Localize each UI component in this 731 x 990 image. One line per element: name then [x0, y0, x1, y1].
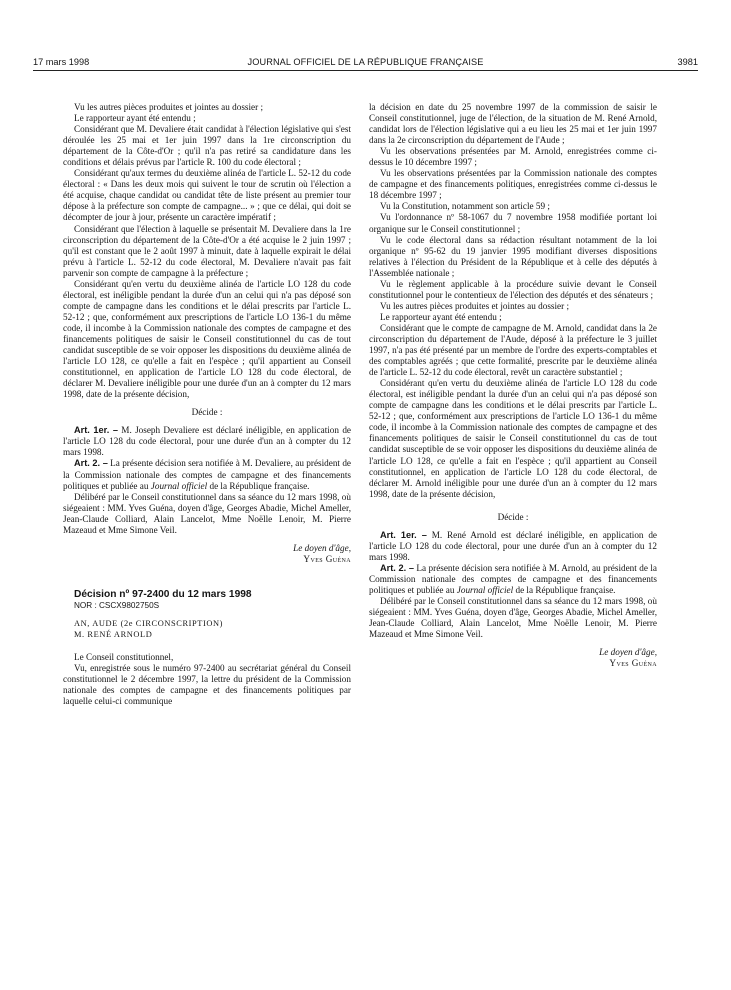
case-candidate: M. RENÉ ARNOLD [74, 630, 153, 640]
paragraph: Le rapporteur ayant été entendu ; [74, 113, 196, 124]
paragraph: Considérant que le compte de campagne de M. Arnold, candidat dans la 2e circonscription du département de l'Aude, déposé à la préfecture le 3 juillet 1997, n'a pas été présenté par un membre de l'ordre des experts-comptables et des comptables agréés ; que cette formalité, prescrite par le deuxième alinéa de l'article L. 52-12 du code électoral, revêt un caractère substantiel ; [369, 322, 657, 378]
deliberation: Délibéré par le Conseil constitutionnel dans sa séance du 12 mars 1998, où siégeaient : MM. Yves Guéna, doyen d'âge, Georges Abadie, Michel Ameller, Jean-Claude Colliard, Alain Lancelot, Mme Noëlle Lenoir, M. Pierre Mazeaud et Mme Simone Veil. [63, 491, 351, 535]
paragraph: Considérant que M. Devaliere était candidat à l'élection législative qui s'est déroulée les 25 mai et 1er juin 1997 dans la 1re circonscription du département de la Côte-d'Or ; qu'il n'a pas retiré sa candidature dans les conditions et délais prévus par l'article R. 100 du code électoral ; [63, 124, 351, 168]
issue-date: 17 mars 1998 [33, 57, 90, 67]
paragraph: Vu les observations présentées par la Commission nationale des comptes de campagne et des financements politiques, enregistrées comme ci-dessus le 18 décembre 1997 ; [369, 168, 657, 201]
signature-name: Yves Guéna [303, 553, 351, 564]
case-constituency: AN, AUDE (2e CIRCONSCRIPTION) [74, 618, 224, 628]
decide-heading: Décide : [191, 407, 223, 418]
paragraph: Vu les observations présentées par M. Arnold, enregistrées comme ci-dessus le 10 décembre 1997 ; [369, 146, 657, 168]
article-text: de la République française. [209, 480, 310, 491]
article-label: Art. 2. – [380, 562, 414, 573]
paragraph: Vu la Constitution, notamment son article 59 ; [380, 201, 550, 212]
article-1 [369, 530, 657, 563]
paragraph: Vu le règlement applicable à la procédure suivie devant le Conseil constitutionnel pour le contentieux de l'élection des députés et des sénateurs ; [369, 278, 657, 300]
signature-role: Le doyen d'âge, [293, 542, 351, 553]
journal-title: JOURNAL OFFICIEL DE LA RÉPUBLIQUE FRANÇAISE [247, 57, 484, 67]
page-number: 3981 [677, 57, 698, 67]
article-label: Art. 1er. – [74, 425, 118, 436]
paragraph: Considérant qu'en vertu du deuxième alinéa de l'article LO 128 du code électoral, est inéligible pendant la durée d'un an celui qui n'a pas déposé son compte de campagne dans les conditions et le délai prescrits par l'article L. 52-12 ; que, conformément aux prescriptions de l'article LO 136-1 du même code, il incombe à la Commission nationale des comptes de campagne et des financements politiques de saisir le Conseil constitutionnel du cas de tout candidat susceptible de se voir opposer les dispositions du deuxième alinéa de l'article LO 128, ce qu'elle a fait en l'espèce ; qu'il appartient au Conseil constitutionnel, en application de l'article LO 128 du code électoral, de déclarer M. Arnold inéligible pour une durée d'un an à compter du 12 mars 1998, date de la présente décision, [369, 378, 657, 499]
article-text: M. René Arnold est déclaré inéligible, en application de l'article LO 128 du code électoral, pour une durée d'un an à compter du 12 mars 1998. [369, 529, 658, 562]
paragraph: Considérant qu'aux termes du deuxième alinéa de l'article L. 52-12 du code électoral : « Dans les deux mois qui suivent le tour de scrutin où l'élection a été acquise, chaque candidat ou candidat tête de liste présent au premier tour dépose à la préfecture son compte de campagne... » ; que ce délai, qui doit se décompter de jour à jour, présente un caractère impératif ; [63, 168, 351, 223]
paragraph: Considérant que l'élection à laquelle se présentait M. Devaliere dans la 1re circonscription du département de la Côte-d'Or a été acquise le 2 juin 1997 ; qu'il est constant que le 2 août 1997 à minuit, date à laquelle expirait le délai prévu à l'article L. 52-12 du code électoral, M. Devaliere n'avait pas fait parvenir son compte de campagne à la préfecture ; [63, 223, 351, 278]
page-header [33, 54, 698, 71]
article-text: M. Joseph Devaliere est déclaré inéligible, en application de l'article LO 128 du code électoral, pour une durée d'un an à compter du 12 mars 1998. [63, 425, 351, 458]
paragraph: Vu, enregistrée sous le numéro 97-2400 au secrétariat général du Conseil constitutionnel le 2 décembre 1997, la lettre du président de la Commission nationale des comptes de campagne et des financements politiques par laquelle celui-ci communique [63, 663, 351, 707]
article-label: Art. 1er. – [380, 529, 427, 540]
signature-name: Yves Guéna [609, 658, 657, 669]
paragraph: Vu les autres pièces produites et jointes au dossier ; [74, 102, 264, 112]
article-text: La présente décision sera notifiée à M. Devaliere, au président de la Commission nationale des comptes de campagne et des financements politiques et publiée au [63, 458, 352, 491]
paragraph: la décision en date du 25 novembre 1997 de la commission de saisir le Conseil constitutionnel, juge de l'élection, de la situation de M. René Arnold, candidat lors de l'élection législative qui a eu lieu les 25 mai et 1er juin 1997 dans la 2e circonscription du département de l'Aude ; [369, 102, 657, 146]
paragraph: Vu les autres pièces produites et jointes au dossier ; [380, 300, 570, 311]
article-label: Art. 2. – [74, 458, 108, 469]
journal-ref: Journal officiel [456, 584, 514, 595]
article-2 [63, 458, 351, 491]
paragraph: Considérant qu'en vertu du deuxième alinéa de l'article LO 128 du code électoral, est inéligible pendant la durée d'un an celui qui n'a pas déposé son compte de campagne dans les conditions et le délai prescrits par l'article L. 52-12 ; que, conformément aux prescriptions de l'article LO 136-1 du même code, il incombe à la Commission nationale des comptes de campagne et des financements politiques de saisir le Conseil constitutionnel du cas de tout candidat susceptible de se voir opposer les dispositions du deuxième alinéa de l'article LO 128, ce qu'elle a fait en l'espèce ; qu'il appartient au Conseil constitutionnel, en application de l'article LO 128 du code électoral, de déclarer M. Devaliere inéligible pour une durée d'un an à compter du 12 mars 1998, date de la présente décision, [63, 278, 351, 400]
signature-role: Le doyen d'âge, [599, 647, 657, 658]
right-column [369, 102, 657, 669]
article-1 [63, 425, 351, 458]
article-text: de la République française. [515, 584, 616, 595]
journal-ref: Journal officiel [150, 480, 208, 491]
paragraph: Le rapporteur ayant été entendu ; [380, 311, 502, 322]
deliberation: Délibéré par le Conseil constitutionnel dans sa séance du 12 mars 1998, où siégeaient : MM. Yves Guéna, doyen d'âge, Georges Abadie, Michel Ameller, Jean-Claude Colliard, Alain Lancelot, Mme Noëlle Lenoir, M. Pierre Mazeaud et Mme Simone Veil. [369, 596, 657, 640]
paragraph: Vu le code électoral dans sa rédaction résultant notamment de la loi organique nº 95-62 du 19 janvier 1995 modifiant diverses dispositions relatives à l'élection du Président de la République et à celle des députés à l'Assemblée nationale ; [369, 234, 657, 278]
decision-title: Décision nº 97-2400 du 12 mars 1998 [74, 588, 252, 600]
article-text: La présente décision sera notifiée à M. Arnold, au président de la Commission nationale des comptes de campagne et des financements politiques et publiée au [369, 562, 658, 595]
left-column [63, 102, 351, 707]
article-2 [369, 563, 657, 596]
paragraph: Le Conseil constitutionnel, [74, 652, 174, 663]
paragraph: Vu l'ordonnance nº 58-1067 du 7 novembre 1958 modifiée portant loi organique sur le Conseil constitutionnel ; [369, 212, 657, 234]
nor-reference: NOR : CSCX9802750S [74, 600, 160, 610]
decide-heading: Décide : [497, 511, 529, 522]
